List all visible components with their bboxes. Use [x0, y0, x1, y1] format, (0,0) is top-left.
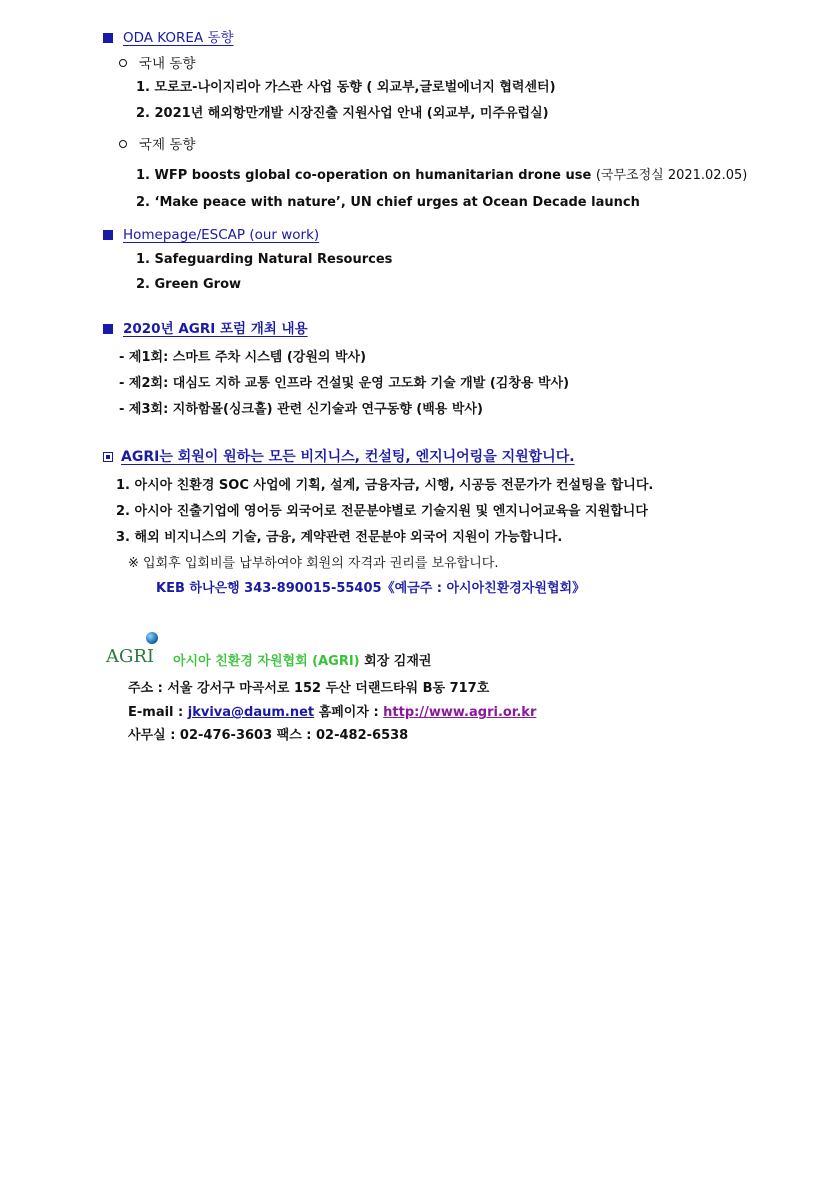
square-outline-bullet-icon: [103, 452, 113, 462]
membership-note: ※ 입회후 입회비를 납부하여야 회원의 자격과 권리를 보유합니다.: [128, 556, 499, 571]
international-item-1[interactable]: 1. WFP boosts global co-operation on humanitarian drone use (국무조정실 2021.02.05): [136, 168, 748, 183]
homepage-item-1[interactable]: 1. Safeguarding Natural Resources: [136, 252, 393, 267]
homepage-link[interactable]: http://www.agri.or.kr: [383, 705, 537, 720]
forum-item-3: - 제3회: 지하함몰(싱크홀) 관련 신기술과 연구동향 (백용 박사): [119, 402, 483, 417]
agri-logo: AGRI: [106, 642, 162, 670]
contact-line: E-mail : jkviva@daum.net 홈페이자 : http://www.agri.or.kr: [128, 705, 537, 720]
domestic-label: 국내 동향: [119, 52, 195, 72]
email-link[interactable]: jkviva@daum.net: [187, 705, 315, 720]
circle-bullet-icon: [119, 59, 127, 67]
president: 회장 김재권: [359, 654, 432, 669]
international-item-2[interactable]: 2. ‘Make peace with nature’, UN chief urges at Ocean Decade launch: [136, 195, 640, 210]
domestic-item-1[interactable]: 1. 모로코-나이지리아 가스관 사업 동향 ( 외교부,글로벌에너지 협력센터): [136, 80, 556, 95]
phone-line: 사무실 : 02-476-3603 팩스 : 02-482-6538: [128, 728, 409, 743]
section-support-title: AGRI는 회원이 원하는 모든 비지니스, 컨설팅, 엔지니어링을 지원합니다.: [103, 446, 575, 466]
square-bullet-icon: [103, 33, 113, 43]
support-item-2: 2. 아시아 진출기업에 영어등 외국어로 전문분야별로 기술지원 및 엔지니어교육을 지원합니다: [116, 504, 648, 519]
section-oda-title: ODA KOREA 동향: [103, 26, 234, 46]
item-source: (국무조정실 2021.02.05): [595, 168, 748, 183]
circle-bullet-icon: [119, 140, 127, 148]
forum-item-2: - 제2회: 대심도 지하 교통 인프라 건설및 운영 고도화 기술 개발 (김창용 박사): [119, 376, 570, 391]
homepage-item-2[interactable]: 2. Green Grow: [136, 277, 242, 292]
square-bullet-icon: [103, 324, 113, 334]
bank-account: KEB 하나은행 343-890015-55405《예금주 : 아시아친환경자원협회》: [156, 581, 586, 596]
forum-item-1: - 제1회: 스마트 주차 시스템 (강원의 박사): [119, 350, 367, 365]
support-item-3: 3. 해외 비지니스의 기술, 금융, 계약관련 전문분야 외국어 지원이 가능합니다.: [116, 530, 563, 545]
section-homepage-title[interactable]: Homepage/ESCAP (our work): [103, 227, 319, 243]
address: 주소 : 서울 강서구 마곡서로 152 두산 더랜드타워 B동 717호: [128, 681, 490, 696]
globe-icon: [146, 632, 158, 644]
org-line: [173, 650, 431, 669]
section-forum-title: 2020년 AGRI 포럼 개최 내용: [103, 317, 308, 337]
support-item-1: 1. 아시아 친환경 SOC 사업에 기획, 설계, 금융자금, 시행, 시공등 전문가가 컨설팅을 합니다.: [116, 478, 654, 493]
square-bullet-icon: [103, 230, 113, 240]
international-label: 국제 동향: [119, 133, 195, 153]
domestic-item-2[interactable]: 2. 2021년 해외항만개발 시장진출 지원사업 안내 (외교부, 미주유럽실): [136, 106, 549, 121]
org-name: 아시아 친환경 자원협회 (AGRI): [173, 654, 360, 669]
